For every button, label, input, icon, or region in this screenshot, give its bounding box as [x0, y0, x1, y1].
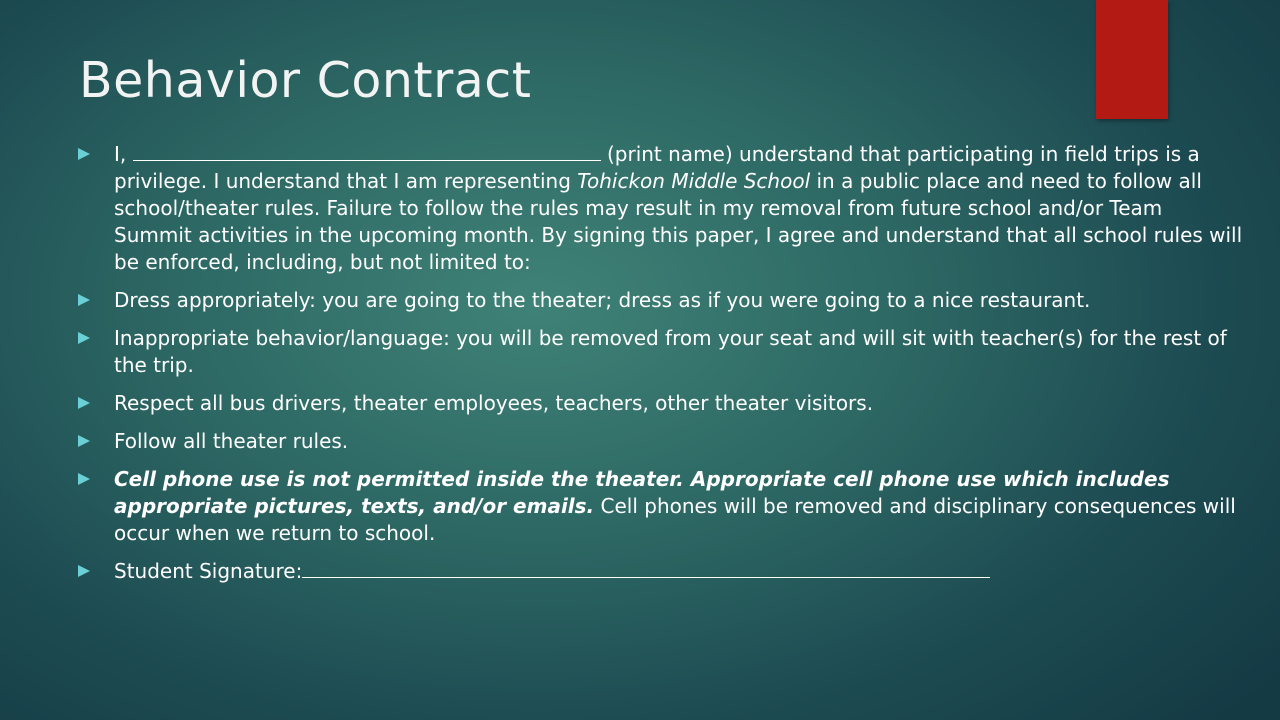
signature-blank[interactable]	[302, 559, 990, 578]
triangle-right-icon	[78, 332, 90, 344]
triangle-right-icon	[78, 397, 90, 409]
rules-text: Follow all theater rules.	[114, 429, 349, 453]
signature-label: Student Signature:	[114, 559, 303, 583]
pledge-prefix: I,	[114, 142, 133, 166]
pledge-text: (print name) understand that participating in field trips is a privilege. I understand that I am representing	[114, 142, 1200, 193]
pledge-rest: in a public place and need to follow all school/theater rules. Failure to follow the rules may result in my removal from future school and/or Team Summit activities in the upcoming month. By signing this paper, I agree and understand that all school rules will be enforced, including, but not limited to:	[114, 169, 1243, 274]
school-name: Tohickon Middle School	[577, 169, 811, 193]
bullet-signature	[78, 558, 1243, 585]
triangle-right-icon	[78, 565, 90, 577]
bullet-rules	[78, 428, 1243, 455]
bullet-behavior	[78, 325, 1243, 379]
bullet-cell-phone	[78, 466, 1243, 547]
slide-title: Behavior Contract	[79, 52, 532, 109]
cell-phone-emphasis: Cell phone use is not permitted inside the theater. Appropriate cell phone use which includes appropriate pictures, texts, and/or emails.	[114, 467, 1170, 518]
bullet-dress	[78, 287, 1243, 314]
dress-text: Dress appropriately: you are going to the theater; dress as if you were going to a nice restaurant.	[114, 288, 1091, 312]
triangle-right-icon	[78, 294, 90, 306]
triangle-right-icon	[78, 435, 90, 447]
bullet-respect	[78, 390, 1243, 417]
cell-phone-rest: Cell phones will be removed and disciplinary consequences will occur when we return to school.	[114, 494, 1236, 545]
print-name-blank[interactable]	[133, 142, 601, 161]
red-accent-tab	[1096, 0, 1168, 119]
respect-text: Respect all bus drivers, theater employees, teachers, other theater visitors.	[114, 391, 874, 415]
triangle-right-icon	[78, 473, 90, 485]
triangle-right-icon	[78, 148, 90, 160]
behavior-text: Inappropriate behavior/language: you will be removed from your seat and will sit with teacher(s) for the rest of the trip.	[114, 326, 1227, 377]
bullet-list	[78, 141, 1243, 596]
bullet-pledge	[78, 141, 1243, 276]
